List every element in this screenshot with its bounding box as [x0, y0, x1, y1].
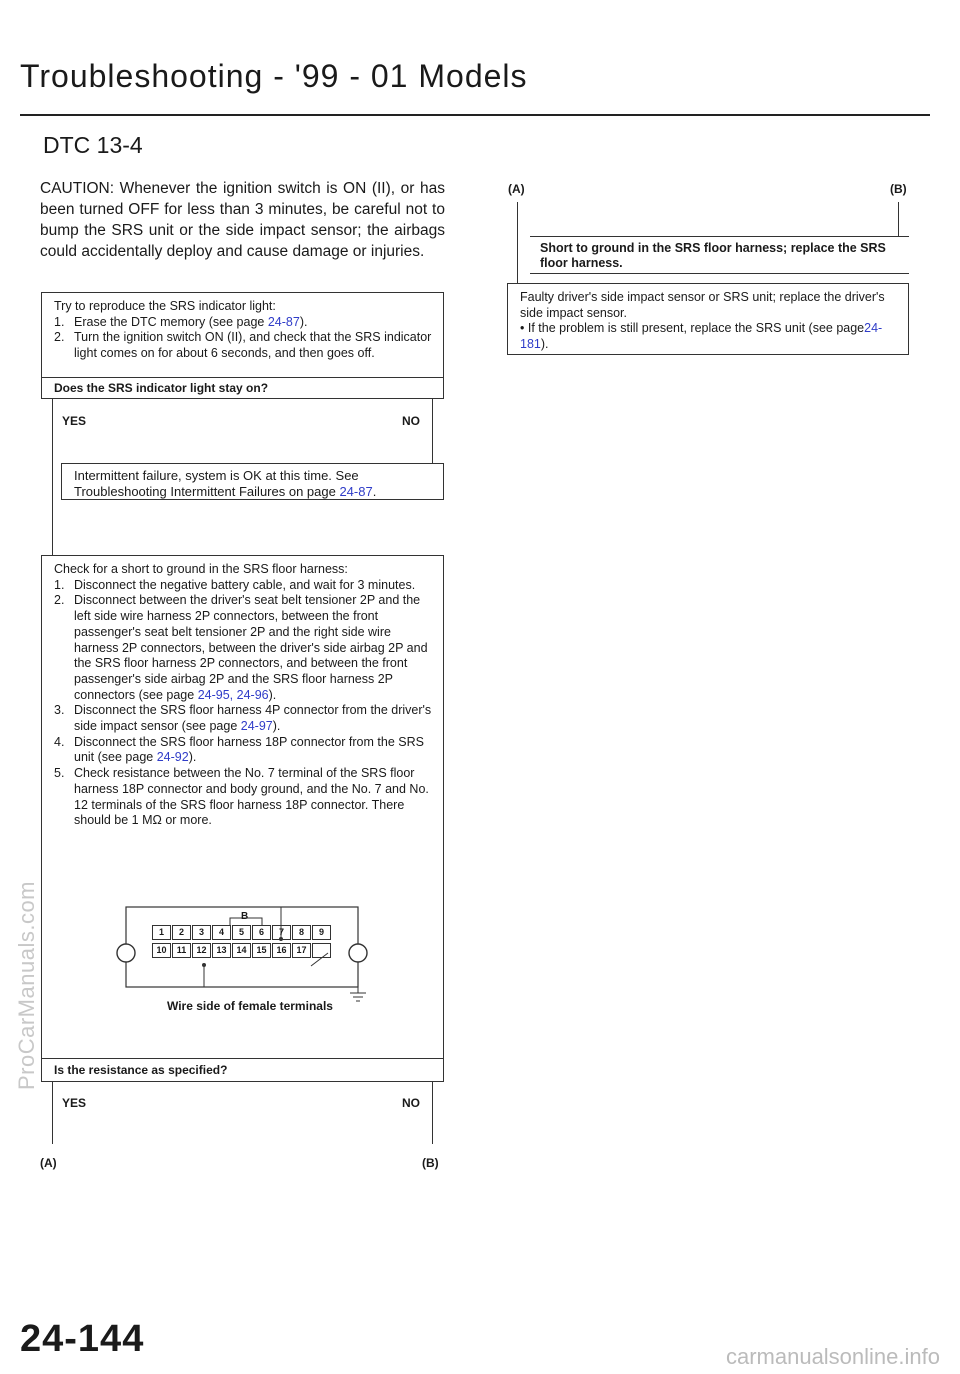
intermittent-box: Intermittent failure, system is OK at this time. See Troubleshooting Intermittent Failures on page 24-87. [61, 463, 444, 500]
connector-pin: 12 [192, 943, 211, 958]
connector-pin [312, 943, 331, 958]
connector-pin: 14 [232, 943, 251, 958]
step1-yes-label: YES [62, 414, 87, 428]
connector-pin: 7 [272, 925, 291, 940]
bracket-label: B [241, 911, 249, 922]
connector-pin: 15 [252, 943, 271, 958]
connector-pin: 3 [192, 925, 211, 940]
connector-pin: 16 [272, 943, 291, 958]
step2-item: 2. Disconnect between the driver's seat belt tensioner 2P and the left side wire harness 2P connectors, between the front passenger's seat belt tensioner 2P and the right side wire harness 2P connectors, between the driver's side airbag 2P and the SRS floor harness 2P connectors, and between the front passenger's side airbag 2P and the SRS floor harness 2P connectors (see page 24-95, 24-96). [54, 593, 428, 702]
page-link[interactable]: 24-87 [267, 314, 300, 329]
continue-a-label: (A) [40, 1156, 57, 1170]
step2-question: Is the resistance as specified? [54, 1063, 228, 1077]
from-a-label: (A) [508, 182, 525, 196]
step1-question: Does the SRS indicator light stay on? [54, 381, 269, 395]
pin-grid [152, 925, 332, 965]
faulty-text: Faulty driver's side impact sensor or SRS unit; replace the driver's side impact sensor. [520, 290, 885, 320]
connector-pin: 2 [172, 925, 191, 940]
title-divider [20, 114, 930, 116]
step1-intro: Try to reproduce the SRS indicator light: [54, 299, 276, 313]
step2-item: 5. Check resistance between the No. 7 terminal of the SRS floor harness 18P connector and body ground, and the No. 7 and No. 12 terminals of the SRS floor harness 18P connector. There should be 1 MΩ or more. [54, 766, 429, 828]
step1-box [41, 292, 444, 399]
step1-item: 2. Turn the ignition switch ON (II), and check that the SRS indicator light comes on for about 6 seconds, and then goes off. [54, 330, 432, 360]
step2-list [54, 578, 434, 829]
connector-pin: 11 [172, 943, 191, 958]
site-watermark: carmanualsonline.info [725, 1344, 940, 1369]
step2-no-label: NO [402, 1096, 420, 1110]
diagram-caption: Wire side of female terminals [167, 999, 333, 1013]
step2-box [41, 555, 444, 1082]
page-link[interactable]: 24-92 [156, 750, 189, 765]
connector-diagram [112, 901, 382, 1021]
step2-item: 3. Disconnect the SRS floor harness 4P connector from the driver's side impact sensor (see page 24-97). [54, 703, 432, 734]
connector-pin: 6 [252, 925, 271, 940]
caution-text: CAUTION: Whenever the ignition switch is ON (II), or has been turned OFF for less than 3 minutes, be careful not to bump the SRS unit or the side impact sensor; the airbags could accidentally deploy and cause damage or injuries. [40, 180, 445, 260]
page-title: Troubleshooting - '99 - 01 Models [20, 58, 528, 94]
from-b-label: (B) [890, 182, 907, 196]
step2-item: 1. Disconnect the negative battery cable, and wait for 3 minutes. [54, 577, 416, 592]
page-link[interactable]: 24-97 [240, 719, 273, 734]
page-number: 24-144 [20, 1318, 145, 1360]
step2-yes-label: YES [62, 1096, 87, 1110]
step1-no-label: NO [402, 414, 420, 428]
step1-list [54, 315, 434, 362]
step1-item: 1. Erase the DTC memory (see page 24-87). [54, 314, 308, 329]
page-link[interactable]: 24-95, [197, 687, 234, 702]
connector-pin: 5 [232, 925, 251, 940]
short-to-ground-box [530, 236, 909, 274]
short-title: Short to ground in the SRS floor harness; replace the SRS floor harness. [540, 241, 886, 270]
connector-pin: 10 [152, 943, 171, 958]
connector-pin: 1 [152, 925, 171, 940]
connector-pin: 13 [212, 943, 231, 958]
connector-pin: 4 [212, 925, 231, 940]
page-link[interactable]: 24-96 [236, 687, 269, 702]
faulty-sensor-box [507, 283, 909, 355]
connector-pin: 8 [292, 925, 311, 940]
step2-intro: Check for a short to ground in the SRS floor harness: [54, 562, 348, 576]
page-link[interactable]: 24-181 [520, 321, 883, 351]
dtc-code: DTC 13-4 [43, 132, 143, 158]
continue-b-label: (B) [422, 1156, 439, 1170]
watermark: ProCarManuals.com [14, 880, 39, 1090]
page-link[interactable]: 24-87 [339, 483, 373, 499]
faulty-bullet: • If the problem is still present, replace the SRS unit (see page24-181). [520, 321, 883, 351]
connector-pin: 17 [292, 943, 311, 958]
step2-item: 4. Disconnect the SRS floor harness 18P connector from the SRS unit (see page 24-92). [54, 734, 424, 765]
connector-pin: 9 [312, 925, 331, 940]
